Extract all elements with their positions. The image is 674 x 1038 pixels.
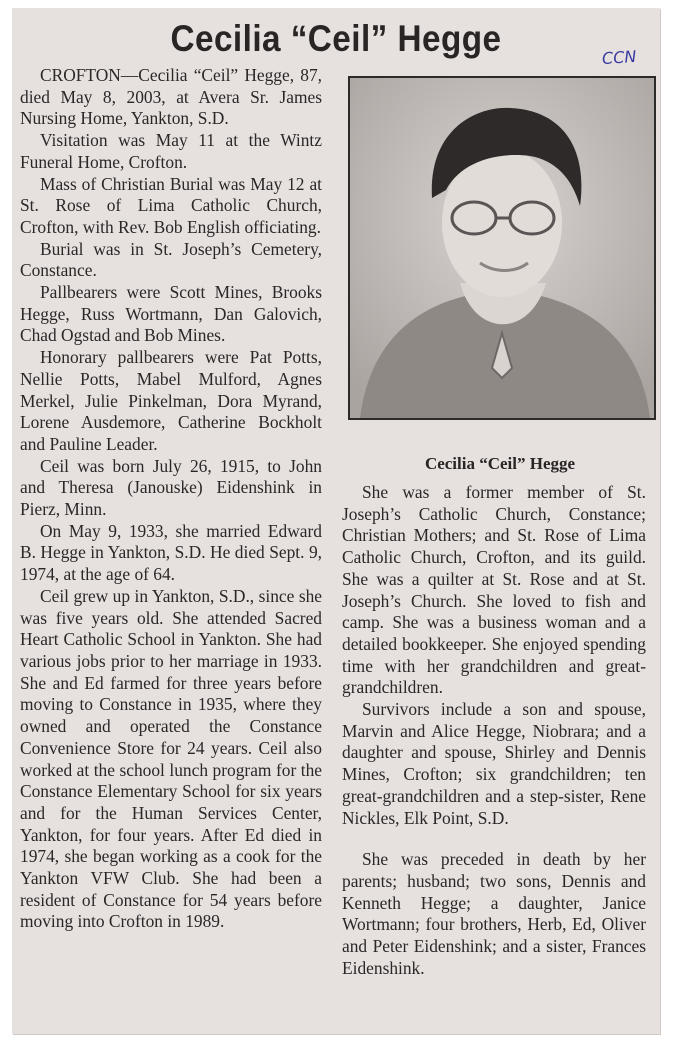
paragraph: On May 9, 1933, she married Edward B. Hegge in Yankton, S.D. He died Sept. 9, 1974, at the age of 64. [20, 520, 322, 585]
paragraph: Ceil grew up in Yankton, S.D., since she was five years old. She attended Sacred Heart Catholic School in Yankton. She had various jobs prior to her marriage in 1933. She and Ed farmed for three years before moving to Constance in 1935, where they owned and operated the Constance Convenience Store for 24 years. Ceil also worked at the school lunch program for the Constance Elementary School for six years and for the Human Services Center, Yankton, for four years. After Ed died in 1974, she began working as a cook for the Yankton VFW Club. She had been a resident of Constance for 54 years before moving into Crofton in 1989. [20, 585, 322, 932]
paragraph: Mass of Christian Burial was May 12 at St. Rose of Lima Catholic Church, Crofton, with Rev. Bob English officiating. [20, 173, 322, 237]
right-column [342, 482, 646, 979]
photo-caption: Cecilia “Ceil” Hegge [424, 454, 576, 473]
paragraph: She was preceded in death by her parents; husband; two sons, Dennis and Kenneth Hegge; a daughter, Janice Wortmann; four brothers, Herb, Ed, Oliver and Peter Eidenshink; and a sister, Frances Eidenshink. [342, 849, 646, 978]
paragraph: Honorary pallbearers were Pat Potts, Nellie Potts, Mabel Mulford, Agnes Merkel, Julie Pinkelman, Dora Myrand, Lorene Ausdemore, Catherine Bockholt and Pauline Leader. [20, 347, 322, 454]
portrait-photo [348, 76, 656, 420]
paragraph: Burial was in St. Joseph’s Cemetery, Constance. [20, 238, 322, 281]
handwritten-note: CCN [601, 46, 637, 69]
paragraph: Pallbearers were Scott Mines, Brooks Hegge, Russ Wortmann, Dan Galovich, Chad Ogstad and Bob Mines. [20, 282, 322, 346]
paragraph: CROFTON—Cecilia “Ceil” Hegge, 87, died May 8, 2003, at Avera Sr. James Nursing Home, Yankton, S.D. [20, 65, 322, 129]
portrait-illustration [350, 78, 654, 418]
paragraph: Survivors include a son and spouse, Marvin and Alice Hegge, Niobrara; and a daughter and spouse, Shirley and Dennis Mines, Crofton; six grandchildren; ten great-grandchildren and a step-sister, Rene Nickles, Elk Point, S.D. [342, 699, 646, 828]
paragraph: Visitation was May 11 at the Wintz Funeral Home, Crofton. [20, 130, 322, 172]
paragraph: Ceil was born July 26, 1915, to John and Theresa (Janouske) Eidenshink in Pierz, Minn. [20, 455, 322, 520]
left-column [20, 65, 322, 933]
headline: Cecilia “Ceil” Hegge [170, 18, 502, 59]
paragraph: She was a former member of St. Joseph’s Catholic Church, Constance; Christian Mothers; and St. Rose of Lima Catholic Church, Crofton, and its guild. She was a quilter at St. Rose and at St. Joseph’s Church. She loved to fish and camp. She was a business woman and a detailed bookkeeper. She enjoyed spending time with her grandchildren and great-grandchildren. [342, 482, 646, 698]
newspaper-clipping [12, 8, 660, 1034]
